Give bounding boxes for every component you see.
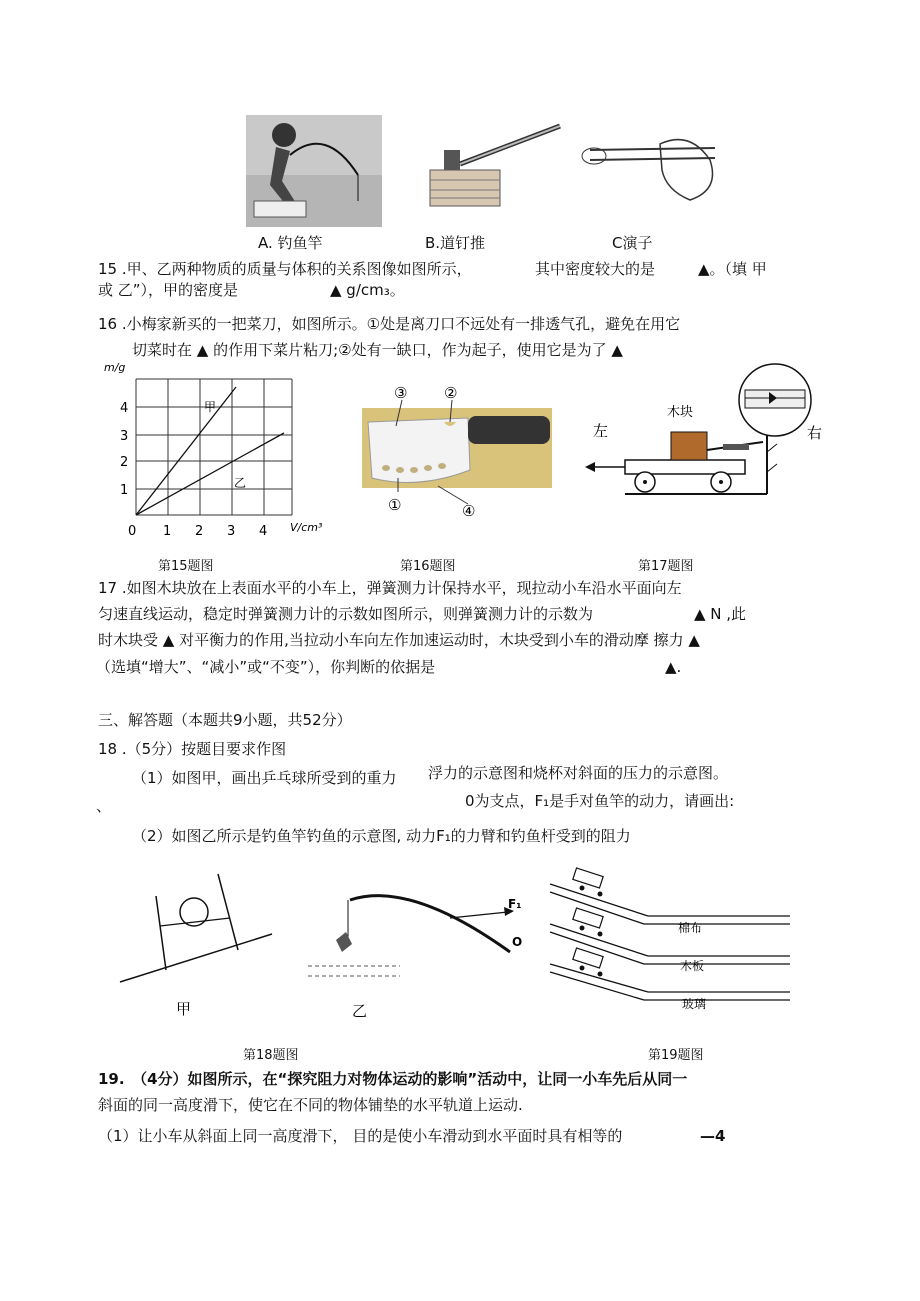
q16-line1: 16 .小梅家新买的一把菜刀，如图所示。①处是离刀口不远处有一排透气孔，避免在用它: [98, 315, 681, 333]
knife-drawing: [358, 382, 558, 522]
x-tick-0: 0: [128, 524, 137, 539]
q18-comma: 、: [96, 797, 112, 815]
caption-16: 第16题图: [400, 559, 456, 574]
q17-line2b: ▲ N ,此: [694, 605, 747, 623]
cart-left-label: 左: [593, 422, 609, 440]
graph-xlabel: V/cm³: [290, 521, 323, 534]
q16-line2: 切菜时在 ▲ 的作用下菜片粘刀;②处有一缺口，作为起子，使用它是为了 ▲: [132, 341, 623, 359]
option-b-caption: B.道钉推: [425, 234, 486, 252]
cart-spring-drawing: [585, 362, 835, 512]
q17-line4b: ▲.: [665, 658, 682, 676]
fig18-f1-label: F₁: [508, 897, 522, 911]
q15-line2: 或 乙”），甲的密度是: [98, 281, 239, 299]
x-tick-2: 2: [195, 524, 204, 539]
section-3-heading: 三、解答题（本题共9小题，共52分）: [98, 711, 352, 729]
caption-15: 第15题图: [158, 559, 214, 574]
x-tick-4: 4: [259, 524, 268, 539]
surface-cotton: 棉布: [678, 921, 703, 935]
option-a-caption: A. 钓鱼竿: [258, 234, 323, 252]
fig18-yi-drawing: [300, 870, 530, 1020]
nail-puller-drawing: [420, 120, 570, 220]
fig18-o-label: O: [512, 935, 523, 949]
fig18-jia-label: 甲: [176, 1000, 192, 1018]
q19-line3: （1）让小车从斜面上同一高度滑下， 目的是使小车滑动到水平面时具有相等的: [98, 1127, 623, 1145]
q15-line1c: ▲。（填 甲: [698, 260, 767, 278]
q19-line2: 斜面的同一高度滑下，使它在不同的物体铺垫的水平轨道上运动.: [98, 1096, 523, 1114]
line-jia: [136, 387, 236, 515]
line-yi: [136, 433, 284, 515]
q18-part2a: （2）如图乙所示是钓鱼竿钓鱼的示意图, 动力F₁的力臂和钓鱼杆受到的阻力: [132, 827, 631, 845]
label-yi: 乙: [234, 476, 247, 490]
y-tick-4: 4: [120, 401, 129, 416]
q15-line1: 15 .甲、乙两种物质的质量与体积的关系图像如图所示，: [98, 260, 472, 278]
option-c-caption: C演子: [612, 234, 653, 252]
fishing-rod-drawing: [246, 115, 382, 227]
q18-part2b: 0为支点，F₁是手对鱼竿的动力，请画出:: [465, 792, 735, 810]
q18-title: 18 .（5分）按题目要求作图: [98, 740, 287, 758]
tweezers-drawing: [570, 130, 720, 230]
y-tick-1: 1: [120, 483, 129, 498]
q19-line1: 19. （4分）如图所示，在“探究阻力对物体运动的影响”活动中，让同一小车先后从同一: [98, 1070, 688, 1088]
caption-18: 第18题图: [243, 1048, 299, 1063]
knife-marker-3: ③: [394, 384, 408, 402]
x-tick-1: 1: [163, 524, 172, 539]
q18-part1b: 浮力的示意图和烧杯对斜面的压力的示意图。: [428, 764, 729, 782]
q17-line1: 17 .如图木块放在上表面水平的小车上，弹簧测力计保持水平，现拉动小车沿水平面向左: [98, 579, 682, 597]
q18-part1a: （1）如图甲，画出乒乓球所受到的重力: [132, 769, 397, 787]
y-tick-3: 3: [120, 429, 129, 444]
q17-line3: 时木块受 ▲ 对平衡力的作用,当拉动小车向左作加速运动时，木块受到小车的滑动摩 擦力 ▲: [98, 631, 700, 649]
q17-line2: 匀速直线运动，稳定时弹簧测力计的示数如图所示，则弹簧测力计的示数为: [98, 605, 594, 623]
cart-block-label: 木块: [667, 405, 694, 420]
graph-ylabel: m/g: [104, 361, 126, 374]
q17-line4: （选填“增大”、“减小”或“不变”），你判断的依据是: [96, 658, 436, 676]
caption-19: 第19题图: [648, 1048, 704, 1063]
fig19-drawing: [548, 866, 798, 1016]
y-tick-2: 2: [120, 455, 129, 470]
surface-wood: 木板: [680, 959, 705, 973]
knife-marker-1: ①: [388, 496, 402, 514]
surface-glass: 玻璃: [682, 997, 707, 1011]
fig18-jia-drawing: [116, 870, 286, 1020]
q15-line2b: ▲ g/cm₃。: [330, 281, 405, 299]
x-tick-3: 3: [227, 524, 236, 539]
knife-marker-4: ④: [462, 502, 476, 520]
fig18-yi-label: 乙: [352, 1002, 368, 1020]
q19-line3b: —4: [700, 1127, 726, 1145]
label-jia: 甲: [204, 400, 217, 414]
knife-marker-2: ②: [444, 384, 458, 402]
cart-right-label: 右: [807, 424, 823, 442]
caption-17: 第17题图: [638, 559, 694, 574]
q15-line1b: 其中密度较大的是: [535, 260, 656, 278]
mass-volume-graph: [100, 355, 323, 545]
